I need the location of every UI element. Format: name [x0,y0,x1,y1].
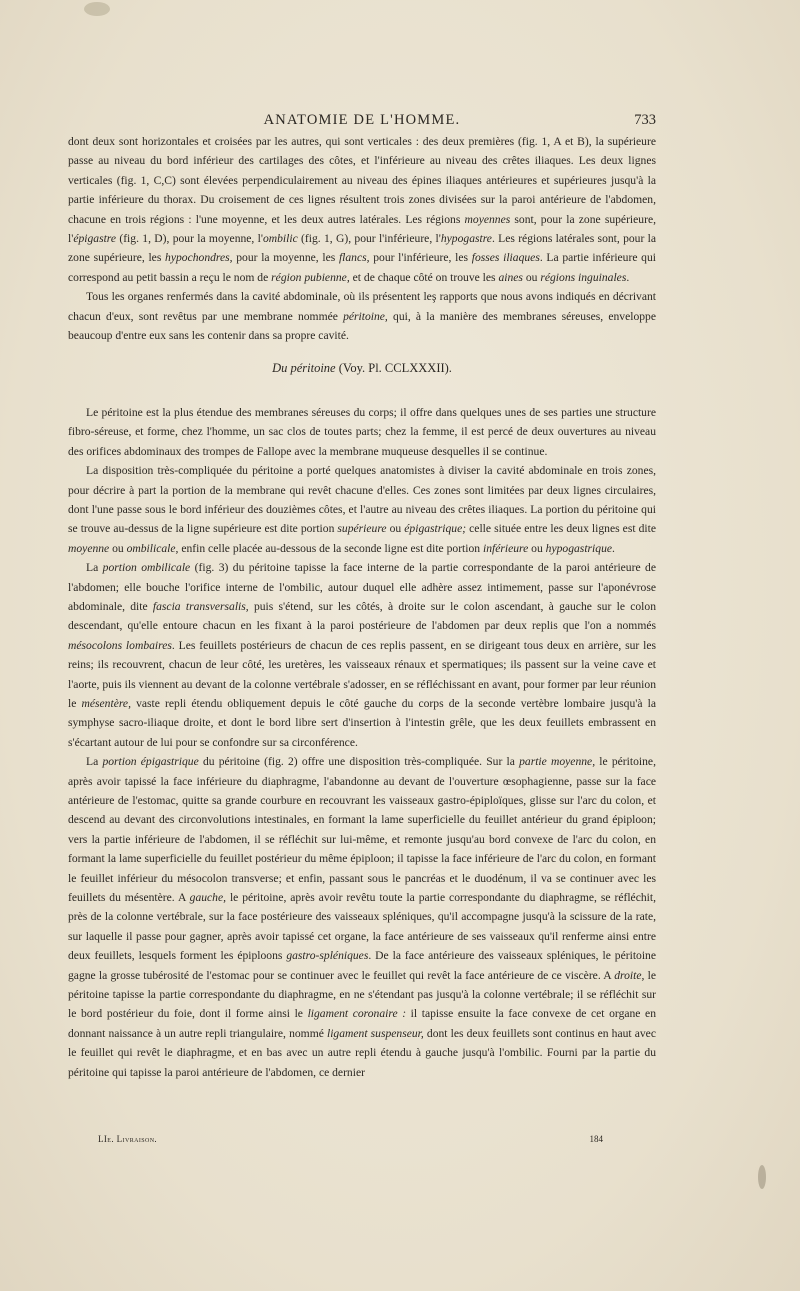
italic-term: ombilic [262,232,298,246]
italic-term: épigastrique; [404,522,467,536]
italic-term: flancs, [338,251,370,265]
italic-term: fosses iliaques [471,251,540,265]
section-paragraph: La portion ombilicale (fig. 3) du péritoine tapisse la face interne de la partie correspondante de la paroi antérieure de l'abdomen; elle bouche l'orifice interne de l'ombilic, autour duquel elle adhère assez intimement, passe sur l'aponévrose abdominale, dite fascia transversalis, puis s'étend, sur les côtés, à droite sur le colon ascendant, à gauche sur le colon descendant, qu'elle entoure chacun en les fixant à la paroi postérieure de l'abdomen par deux replis que l'on a nommés mésocolons lombaires. Les feuillets postérieurs de chacun de ces replis passent, en se dirigeant tous deux en arrière, sur les reins; ils recouvrent, chacun de leur côté, les uretères, les vaisseaux rénaux et spermatiques; ils passent sur la veine cave et l'aorte, puis ils viennent au devant de la colonne vertébrale s'adosser, en se réfléchissant en avant, pour former par leur réunion le mésentère, vaste repli étendu obliquement depuis le côté gauche du corps de la seconde vertèbre lombaire jusqu'à la symphyse sacro-iliaque droite, et dont le bord libre sert d'insertion à l'intestin grêle, que les deux feuillets embrassent en s'écartant autour de lui pour se confondre sur sa circonférence. [68,561,656,749]
italic-term: hypogastre [440,232,492,246]
italic-term: mésocolons lombaires [68,638,172,652]
italic-term: péritoine, [343,309,388,323]
italic-term: ligament coronaire : [307,1007,407,1021]
italic-term: hypochondres, [165,251,233,265]
section-paragraph: La disposition très-compliquée du péritoine a porté quelques anatomistes à diviser la cavité abdominale en trois zones, pour décrire à part la portion de la membrane qui revêt chacune d'elles. Ces zones sont limitées par deux lignes circulaires, dont l'une passe sous le bord inférieur des douzièmes côtes, et l'autre au niveau des crêtes iliaques. La portion du péritoine qui se trouve au-dessus de la ligne supérieure est dite portion supérieure ou épigastrique; celle située entre les deux lignes est dite moyenne ou ombilicale, enfin celle placée au-dessous de la seconde ligne est dite portion inférieure ou hypogastrique. [68,464,657,555]
italic-term: fascia transversalis, [152,599,249,613]
body-text [68,132,656,1082]
running-title: ANATOMIE DE L'HOMME. [263,112,461,128]
italic-term: moyennes [464,212,511,226]
italic-term: mésentère, [81,696,131,710]
paper-stain [84,2,110,16]
section-title [68,359,656,378]
page-footer [98,1134,603,1148]
italic-term: gastro-spléniques [286,949,369,963]
section-paragraph: La portion épigastrique du péritoine (fig. 2) offre une disposition très-compliquée. Sur la partie moyenne, le péritoine, après avoir tapissé la face inférieure du diaphragme, l'abandonne au devant de l'ouverture œsophagienne, passe sur la face antérieure de l'estomac, quitte sa grande courbure en recouvrant les vaisseaux gastro-épiploïques, glisse sur l'arc du colon, et descend au devant des circonvolutions intestinales, en formant la lame superficielle du feuillet antérieur du grand épiploon; vers la partie inférieure de l'abdomen, il se réfléchit sur lui-même, et remonte jusqu'au bord convexe de l'arc du colon, en formant la lame superficielle du feuillet postérieur du même épiploon; il tapisse la face inférieure de l'arc du colon, en formant le feuillet inférieur du mésocolon transverse; et enfin, passant sous le pancréas et le duodénum, il va se continuer avec les feuillets du mésentère. A gauche, le péritoine, après avoir revêtu toute la partie correspondante du diaphragme, se réfléchit, près de la colonne vertébrale, sur la face postérieure des vaisseaux spléniques, qu'il accompagne jusqu'à la scissure de la rate, sur laquelle il passe pour gagner, après avoir tapissé cet organe, la face antérieure de ses vaisseaux qu'il renferme ainsi entre deux feuillets, lesquels forment les épiploons gastro-spléniques. De la face antérieure des vaisseaux spléniques, le péritoine gagne la grosse tubérosité de l'estomac pour se continuer avec le feuillet qui revêt la face antérieure de ce viscère. A droite, le péritoine tapisse la partie correspondante du diaphragme, en ne s'étendant pas jusqu'à la colonne vertébrale; il se réfléchit sur le bord postérieur du foie, dont il forme ainsi le ligament coronaire : il tapisse ensuite la face convexe de cet organe en donnant naissance à un autre repli triangulaire, nommé ligament suspenseur, dont les deux feuillets sont continus en haut avec le feuillet qui revêt le diaphragme, et en bas avec un autre repli étendu à gauche jusqu'à l'ombilic. Fourni par la partie du péritoine qui tapisse la paroi antérieure de l'abdomen, ce dernier [68,755,657,1079]
livraison-mark: LIe. Livraison. [98,1134,158,1144]
section-title-reference: (Voy. Pl. CCLXXXII). [335,361,452,376]
italic-term: hypogastrique [545,541,613,555]
italic-term: ligament suspenseur, [326,1026,424,1040]
italic-term: partie moyenne, [519,755,596,769]
italic-term: région pubienne, [271,270,350,284]
italic-term: portion épigastrique [102,755,199,769]
italic-term: épigastre [73,232,117,246]
italic-term: aines [498,270,523,284]
page-number: 733 [634,112,656,128]
italic-term: inférieure [482,541,529,555]
section-paragraph: Le péritoine est la plus étendue des membranes séreuses du corps; il offre dans quelques unes de ses parties une structure fibro-séreuse, et forme, chez l'homme, un sac clos de toutes parts; chez la femme, il est percé de deux ouvertures au niveau des orifices abdominaux des trompes de Fallope avec la membrane muqueuse desquelles il se continue. [68,405,656,458]
italic-term: droite, [614,968,645,982]
sheet-number: 184 [589,1134,603,1144]
intro-paragraph-2: Tous les organes renfermés dans la cavité abdominale, où ils présentent leş rapports que nous avons indiqués en décrivant chacun d'eux, sont revêtus par une membrane nommée péritoine, qui, à la manière des membranes séreuses, enveloppe beaucoup d'entre eux sans les contenir dans sa propre cavité. [68,290,656,343]
paper-stain [758,1165,766,1189]
italic-term: gauche, [189,891,227,905]
page-header [68,112,656,132]
italic-term: portion ombilicale [102,561,191,575]
intro-paragraph-1: dont deux sont horizontales et croisées par les autres, qui sont verticales : des deux premières (fig. 1, A et B), la supérieure passe au niveau du bord inférieur des cartilages des côtes, et l'inférieure au niveau des crêtes iliaques. Les deux lignes verticales (fig. 1, C,C) sont élevées perpendiculairement au niveau des épines iliaques antérieures et supérieures jusqu'à la partie inférieure du thorax. Du croisement de ces lignes résultent trois zones divisées sur la paroi antérieure de l'abdomen, chacune en trois régions : l'une moyenne, et les deux autres latérales. Les régions moyennes sont, pour la zone supérieure, l'épigastre (fig. 1, D), pour la moyenne, l'ombilic (fig. 1, G), pour l'inférieure, l'hypogastre. Les régions latérales sont, pour la zone supérieure, les hypochondres, pour la moyenne, les flancs, pour l'inférieure, les fosses iliaques. La partie inférieure qui correspond au petit bassin a reçu le nom de région pubienne, et de chaque côté on trouve les aines ou régions inguinales. [68,135,657,284]
italic-term: moyenne [68,541,110,555]
italic-term: ombilicale, [126,541,179,555]
section-title-italic: Du péritoine [272,361,336,376]
italic-term: régions inguinales [540,270,627,284]
italic-term: supérieure [337,522,387,536]
